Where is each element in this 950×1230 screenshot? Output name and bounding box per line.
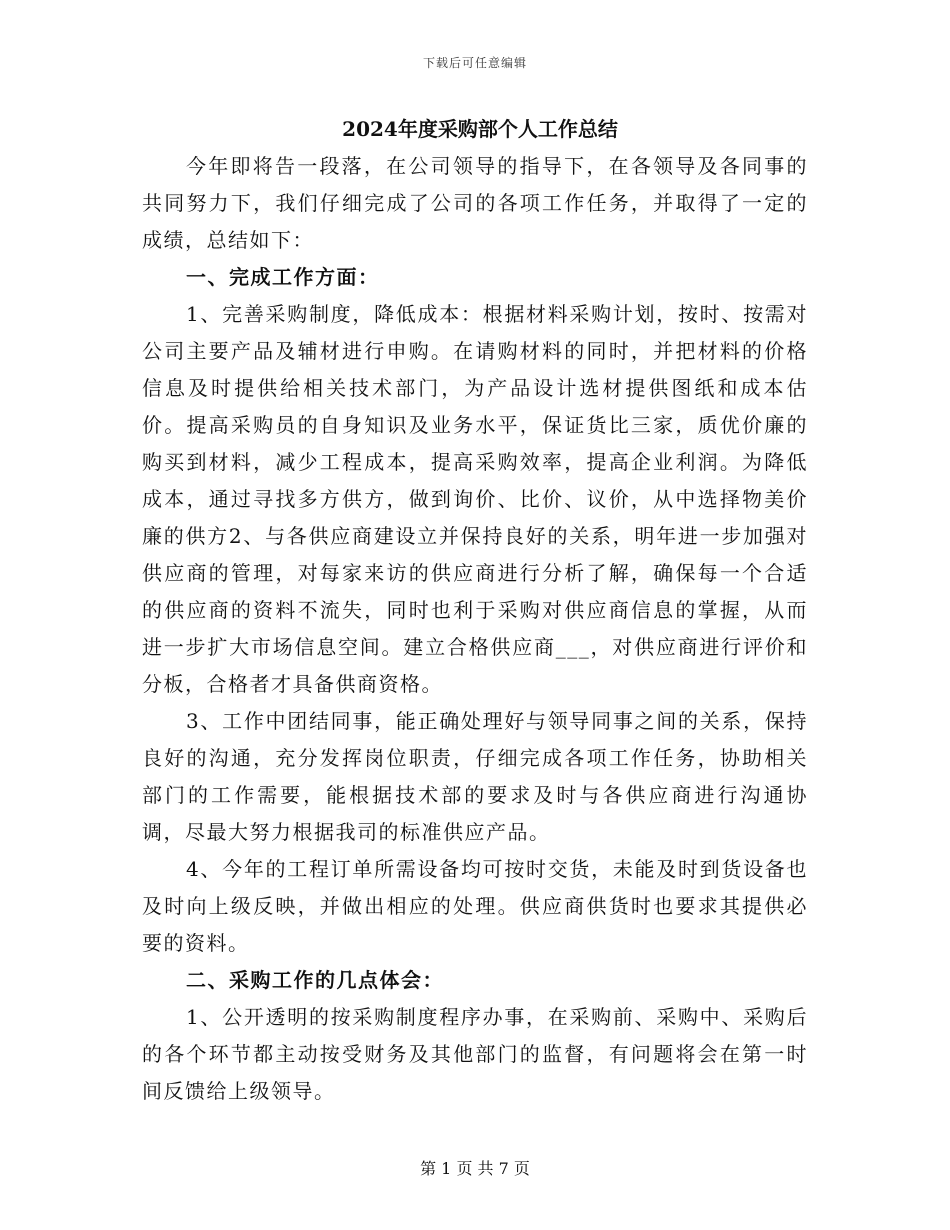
paragraph-item-4: 4、今年的工程订单所需设备均可按时交货，未能及时到货设备也及时向上级反映，并做出相应的处理。供应商供货时也要求其提供必要的资料。 <box>142 857 808 955</box>
paragraph-item-1: 1、完善采购制度，降低成本：根据材料采购计划，按时、按需对公司主要产品及辅材进行申购。在请购材料的同时，并把材料的价格信息及时提供给相关技术部门，为产品设计选材提供图纸和成本估价。提高采购员的自身知识及业务水平，保证货比三家，质优价廉的购买到材料，减少工程成本，提高采购效率，提高企业利润。为降低成本，通过寻找多方供方，做到询价、比价、议价，从中选择物美价廉的供方2、与各供应商建设立并保持良好的关系，明年进一步加强对供应商的管理，对每家来访的供应商进行分析了解，确保每一个合适的供应商的资料不流失，同时也利于采购对供应商信息的掌握，从而进一步扩大市场信息空间。建立合格供应商___，对供应商进行评价和分板，合格者才具备供商资格。 <box>142 302 808 696</box>
paragraph-item-3: 3、工作中团结同事，能正确处理好与领导同事之间的关系，保持良好的沟通，充分发挥岗位职责，仔细完成各项工作任务，协助相关部门的工作需要，能根据技术部的要求及时与各供应商进行沟通协调，尽最大努力根据我司的标准供应产品。 <box>142 709 808 844</box>
header-note: 下载后可任意编辑 <box>422 56 527 70</box>
document-body <box>142 110 808 1110</box>
section-heading-1: 一、完成工作方面： <box>186 265 380 289</box>
document-title: 2024年度采购部个人工作总结 <box>342 117 618 141</box>
intro-paragraph: 今年即将告一段落，在公司领导的指导下，在各领导及各同事的共同努力下，我们仔细完成了公司的各项工作任务，并取得了一定的成绩，总结如下： <box>142 154 808 252</box>
page-number-footer: 第 1 页 共 7 页 <box>420 1159 530 1178</box>
section-heading-2: 二、采购工作的几点体会： <box>186 968 444 992</box>
paragraph-experience-1: 1、公开透明的按采购制度程序办事，在采购前、采购中、采购后的各个环节都主动按受财务及其他部门的监督，有问题将会在第一时间反馈给上级领导。 <box>142 1005 808 1103</box>
